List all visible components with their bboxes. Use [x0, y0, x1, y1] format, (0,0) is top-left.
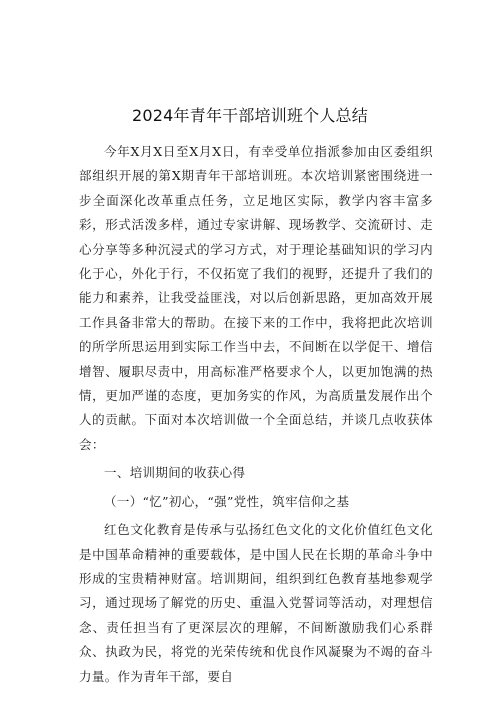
intro-paragraph: 今年X月X日至X月X日，有幸受单位指派参加由区委组织部组织开展的第X期青年干部培训班。本次培训紧密围绕进一步全面深化改革重点任务，立足地区实际，教学内容丰富多彩，形式活泼多样，通过专家讲解、现场教学、交流研讨、走心分享等多种沉浸式的学习方式，对于理论基础知识的学习内化于心，外化于行，不仅拓宽了我们的视野，还提升了我们的能力和素养，让我受益匪浅，对以后创新思路，更加高效开展工作具备非常大的帮助。在接下来的工作中，我将把此次培训的所学所思运用到实际工作当中去，不间断在以学促干、增信增智、履职尽责中，用高标准严格要求个人，以更加饱满的热情，更加严谨的态度，更加务实的作风，为高质量发展作出个人的贡献。下面对本次培训做一个全面总结，并谈几点收获体会：	[79, 144, 433, 452]
section-heading: 一、培训期间的收获心得	[104, 465, 246, 481]
document-title: 2024年青年干部培训班个人总结	[132, 106, 368, 125]
subsection-heading: （一）“忆”初心，“强”党性，筑牢信仰之基	[104, 493, 350, 509]
subsection-paragraph: 红色文化教育是传承与弘扬红色文化的文化价值红色文化是中国革命精神的重要载体，是中国人民在长期的革命斗争中形成的宝贵精神财富。培训期间，组织到红色教育基地参观学习，通过现场了解党的历史、重温入党誓词等活动，对理想信念、责任担当有了更深层次的理解，不间断激励我们心系群众、执政为民，将党的光荣传统和优良作风凝聚为不竭的奋斗力量。作为青年干部，要自	[79, 522, 433, 684]
document-body	[79, 140, 433, 689]
